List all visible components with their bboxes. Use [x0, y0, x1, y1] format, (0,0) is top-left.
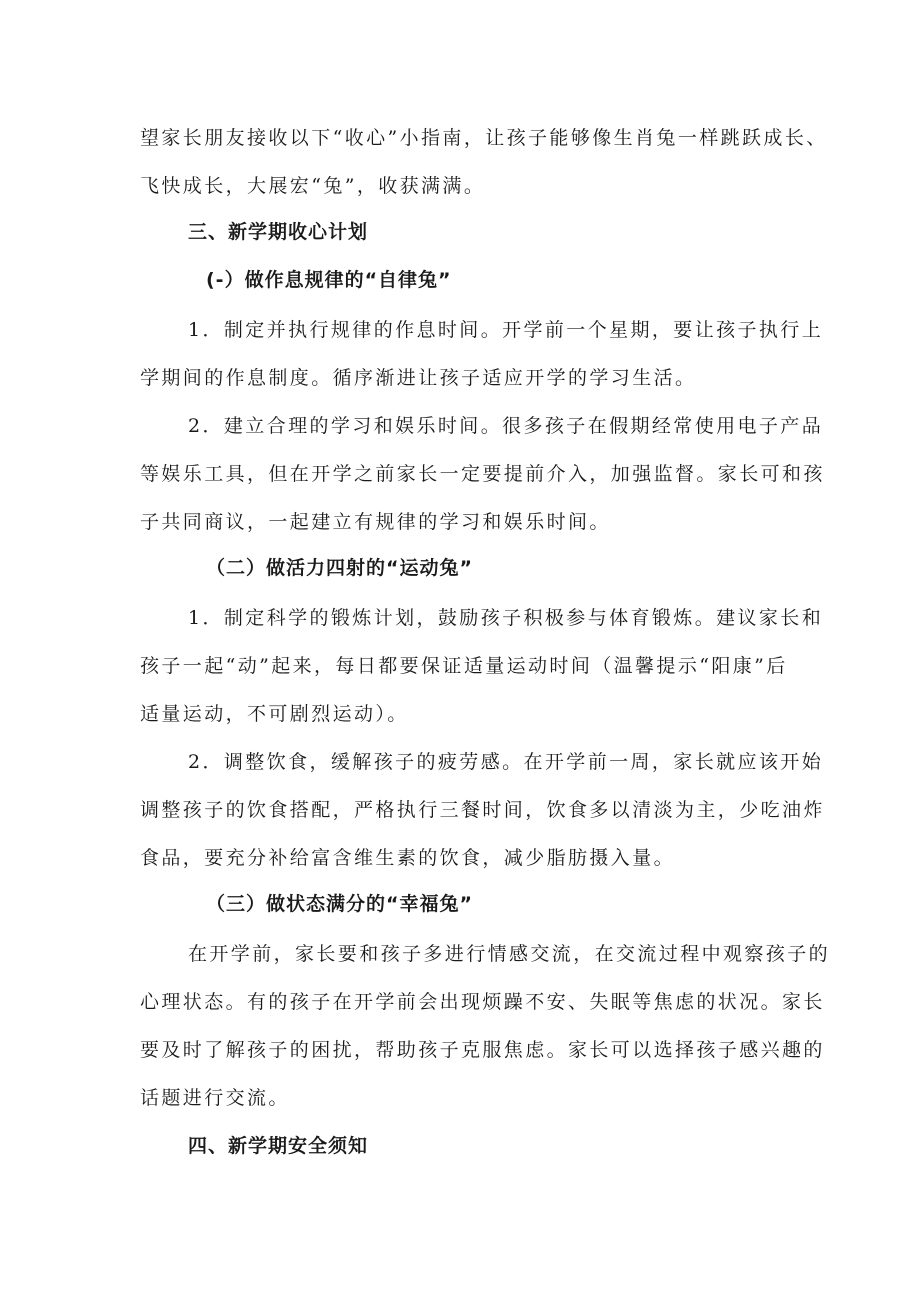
sub1-item1-line-2: 学期间的作息制度。循序渐进让孩子适应开学的学习生活。 [140, 367, 697, 389]
sub3-para-line-4: 话题进行交流。 [140, 1087, 290, 1109]
sub1-item1-line-1: 1．制定并执行规律的作息时间。开学前一个星期，要让孩子执行上 [188, 319, 824, 341]
subsection-2-heading: （二）做活力四射的“运动兔” [206, 557, 473, 579]
sub1-item2-line-3: 子共同商议，一起建立有规律的学习和娱乐时间。 [140, 511, 611, 533]
sub1-item2-line-1: 2．建立合理的学习和娱乐时间。很多孩子在假期经常使用电子产品 [188, 415, 824, 437]
section-4-heading: 四、新学期安全须知 [188, 1135, 369, 1157]
sub3-para-line-3: 要及时了解孩子的困扰，帮助孩子克服焦虑。家长可以选择孩子感兴趣的 [140, 1039, 825, 1061]
subsection-1-heading: (-）做作息规律的“自律兔” [206, 269, 452, 291]
intro-line-2: 飞快成长，大展宏“兔”，收获满满。 [140, 175, 486, 197]
sub2-item2-line-3: 食品，要充分补给富含维生素的饮食，减少脂肪摄入量。 [140, 847, 676, 869]
sub2-item1-line-2: 孩子一起“动”起来，每日都要保证适量运动时间（温馨提示“阳康”后 [140, 655, 788, 677]
intro-line-1: 望家长朋友接收以下“收心”小指南，让孩子能够像生肖兔一样跳跃成长、 [140, 127, 828, 149]
subsection-3-heading: （三）做状态满分的“幸福兔” [206, 893, 473, 915]
sub2-item2-line-2: 调整孩子的饮食搭配，严格执行三餐时间，饮食多以清淡为主，少吃油炸 [140, 799, 825, 821]
sub2-item1-line-1: 1．制定科学的锻炼计划，鼓励孩子积极参与体育锻炼。建议家长和 [188, 607, 824, 629]
sub3-para-line-1: 在开学前，家长要和孩子多进行情感交流，在交流过程中观察孩子的 [188, 943, 831, 965]
section-3-heading: 三、新学期收心计划 [188, 221, 369, 243]
sub2-item1-line-3: 适量运动，不可剧烈运动）。 [140, 703, 409, 725]
sub2-item2-line-1: 2．调整饮食，缓解孩子的疲劳感。在开学前一周，家长就应该开始 [188, 751, 824, 773]
sub1-item2-line-2: 等娱乐工具，但在开学之前家长一定要提前介入，加强监督。家长可和孩 [140, 463, 825, 485]
sub3-para-line-2: 心理状态。有的孩子在开学前会出现烦躁不安、失眠等焦虑的状况。家长 [140, 991, 825, 1013]
